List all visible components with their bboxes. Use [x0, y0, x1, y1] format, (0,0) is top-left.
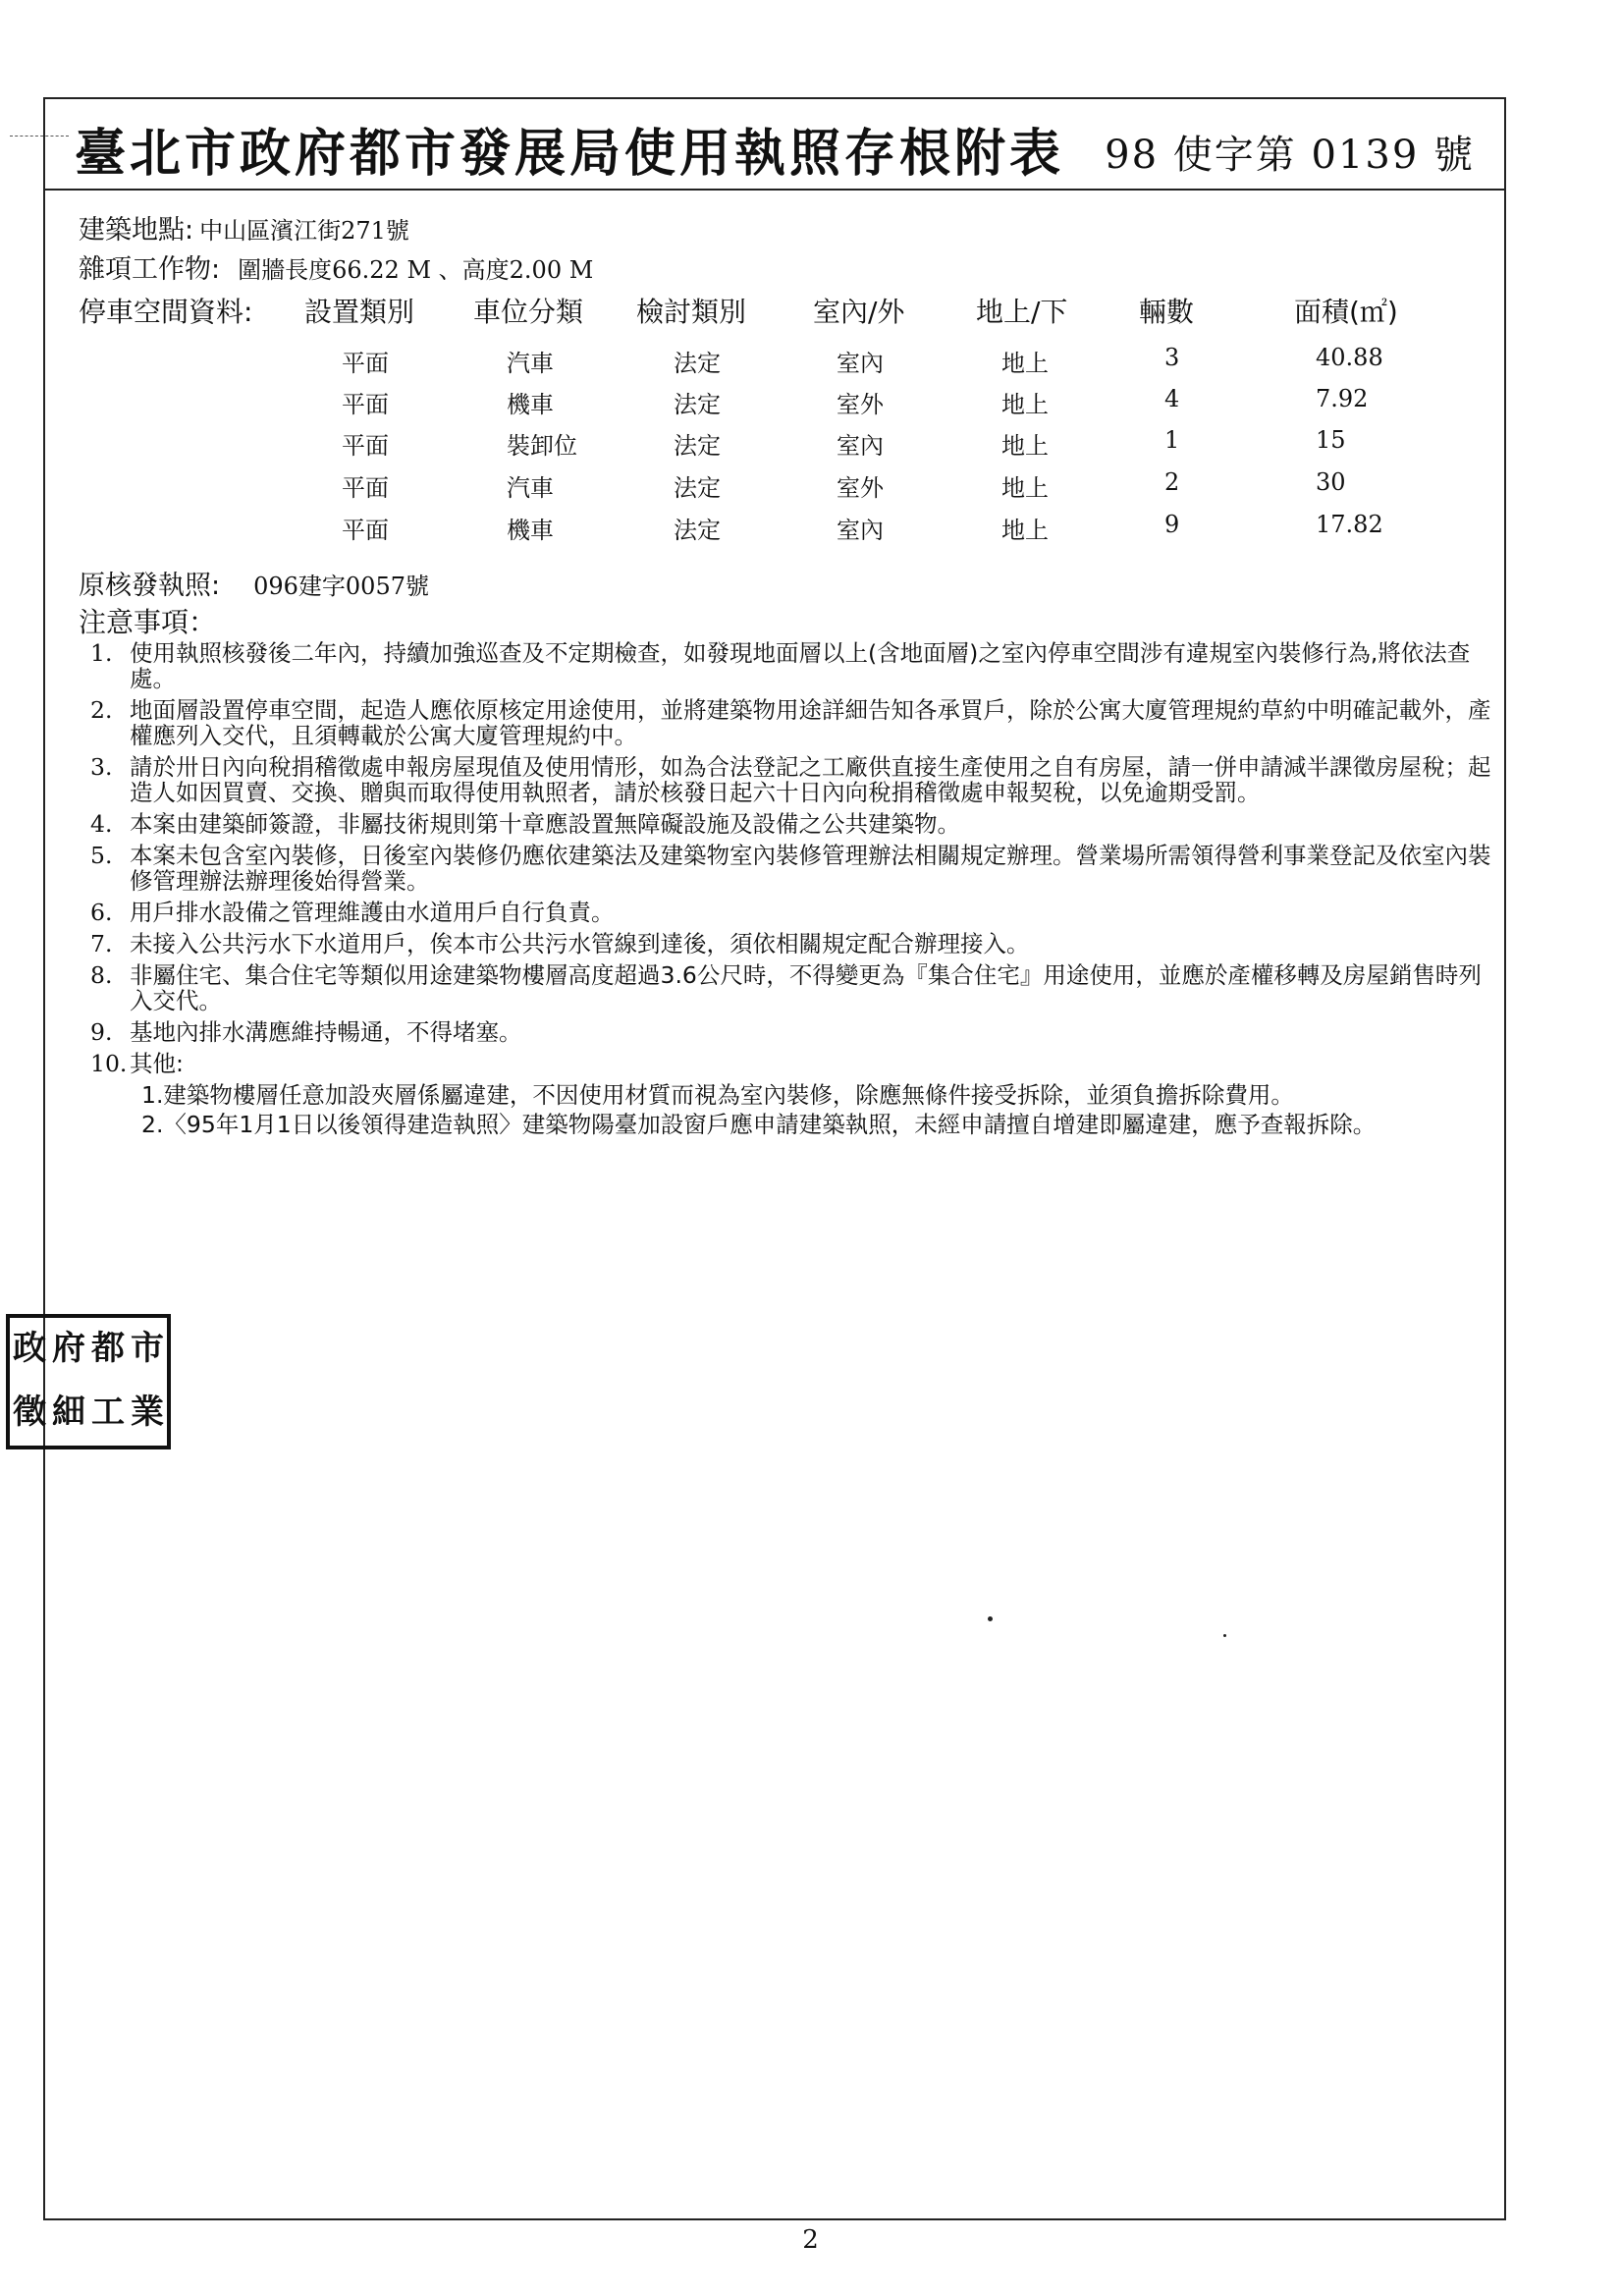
- seal-char: 工: [91, 1393, 125, 1432]
- parking-row: [0, 385, 1621, 424]
- parking-header-row: [0, 291, 1621, 330]
- parking-cell: 法定: [674, 391, 721, 418]
- parking-cell: 機車: [507, 391, 554, 418]
- parking-cell: 平面: [342, 350, 389, 377]
- address-value: 中山區濱江街271號: [199, 217, 409, 245]
- permit-number: 98 使字第 0139 號: [1105, 133, 1475, 178]
- list-item: [90, 640, 1504, 691]
- parking-col-header: 設置類別: [304, 296, 415, 328]
- parking-cell: 室內: [837, 517, 884, 544]
- parking-col-header: 室內/外: [813, 296, 905, 328]
- parking-cell: 法定: [674, 474, 721, 502]
- note-text: 使用執照核發後二年內，持續加強巡查及不定期檢查，如發現地面層以上(含地面層)之室內停車空間涉有違規室內裝修行為,將依法查處。: [130, 639, 1471, 692]
- misc-structure-label: 雜項工作物:: [79, 254, 221, 285]
- parking-cell: 17.82: [1316, 511, 1383, 538]
- seal-char: 細: [52, 1393, 85, 1432]
- sub-note: 2.〈95年1月1日以後領得建造執照〉建築物陽臺加設窗戶應申請建築執照，未經申請擅自增建即屬違建，應予查報拆除。: [141, 1111, 1377, 1138]
- note-number: 2.: [90, 696, 113, 724]
- note-text: 基地內排水溝應維持暢通，不得堵塞。: [130, 1018, 522, 1046]
- parking-cell: 平面: [342, 391, 389, 418]
- parking-label: 停車空間資料:: [79, 296, 253, 328]
- note-number: 7.: [90, 930, 113, 957]
- note-text: 本案由建築師簽證，非屬技術規則第十章應設置無障礙設施及設備之公共建築物。: [130, 810, 960, 838]
- notes-list: [90, 640, 1504, 1143]
- parking-cell: 9: [1164, 511, 1180, 538]
- note-text: 其他:: [130, 1050, 184, 1077]
- list-item: [90, 843, 1504, 894]
- seal-char: 市: [131, 1329, 164, 1368]
- parking-cell: 地上: [1001, 432, 1049, 460]
- parking-cell: 平面: [342, 517, 389, 544]
- document-title: 臺北市政府都市發展局使用執照存根附表: [75, 124, 1065, 184]
- misc-structure-field: [79, 247, 593, 286]
- parking-row: [0, 468, 1621, 508]
- list-item: [90, 754, 1504, 805]
- note-number: 10.: [90, 1050, 128, 1077]
- parking-cell: 7.92: [1316, 385, 1369, 412]
- original-permit-value: 096建字0057號: [253, 573, 429, 600]
- seal-char: 徵: [13, 1393, 46, 1432]
- note-text: 地面層設置停車空間，起造人應依原核定用途使用，並將建築物用途詳細告知各承買戶，除於公寓大廈管理規約草約中明確記載外，產權應列入交代，且須轉載於公寓大廈管理規約中。: [130, 696, 1491, 749]
- note-text: 請於卅日內向稅捐稽徵處申報房屋現值及使用情形，如為合法登記之工廠供直接生產使用之自有房屋，請一併申請減半課徵房屋稅；起造人如因買賣、交換、贈與而取得使用執照者，請於核發日起六十日內向稅捐稽徵處申報契稅，以免逾期受罰。: [130, 753, 1491, 806]
- note-number: 1.: [90, 639, 113, 667]
- seal-char: 業: [131, 1393, 164, 1432]
- parking-col-header: 地上/下: [976, 296, 1068, 328]
- parking-row: [0, 344, 1621, 383]
- parking-row: [0, 511, 1621, 550]
- note-text: 非屬住宅、集合住宅等類似用途建築物樓層高度超過3.6公尺時，不得變更為『集合住宅』用途使用，並應於產權移轉及房屋銷售時列入交代。: [130, 961, 1482, 1014]
- parking-col-header: 輛數: [1139, 296, 1195, 328]
- parking-cell: 法定: [674, 517, 721, 544]
- parking-col-header: 車位分類: [473, 296, 584, 328]
- sub-notes-list: [130, 1082, 1504, 1137]
- parking-col-header: 面積(㎡): [1294, 296, 1398, 328]
- parking-cell: 地上: [1001, 474, 1049, 502]
- parking-cell: 平面: [342, 474, 389, 502]
- parking-cell: 4: [1164, 385, 1180, 412]
- parking-col-header: 檢討類別: [636, 296, 747, 328]
- page-number: 2: [802, 2225, 819, 2255]
- scan-speck: [988, 1616, 993, 1621]
- note-text: 用戶排水設備之管理維護由水道用戶自行負責。: [130, 899, 615, 926]
- parking-cell: 1: [1164, 426, 1180, 454]
- note-number: 9.: [90, 1018, 113, 1046]
- seal-char: 府: [52, 1329, 85, 1368]
- list-item: [90, 962, 1504, 1013]
- original-permit-label: 原核發執照:: [79, 571, 221, 601]
- official-seal: [6, 1314, 171, 1449]
- note-number: 5.: [90, 842, 113, 869]
- parking-cell: 地上: [1001, 517, 1049, 544]
- parking-cell: 平面: [342, 432, 389, 460]
- parking-row: [0, 426, 1621, 465]
- list-item: [90, 1019, 1504, 1045]
- parking-cell: 地上: [1001, 391, 1049, 418]
- parking-cell: 3: [1164, 344, 1180, 371]
- misc-structure-value: 圍牆長度66.22 M 、高度2.00 M: [238, 256, 594, 284]
- note-number: 6.: [90, 899, 113, 926]
- notes-title: 注意事項：: [79, 606, 217, 638]
- seal-char: 政: [13, 1329, 46, 1368]
- list-item: [90, 1051, 1504, 1137]
- parking-cell: 法定: [674, 432, 721, 460]
- parking-cell: 40.88: [1316, 344, 1383, 371]
- parking-cell: 30: [1316, 468, 1346, 496]
- parking-cell: 裝卸位: [507, 432, 577, 460]
- note-number: 8.: [90, 961, 113, 989]
- parking-cell: 地上: [1001, 350, 1049, 377]
- list-item: [90, 931, 1504, 957]
- parking-cell: 室內: [837, 350, 884, 377]
- note-number: 3.: [90, 753, 113, 781]
- parking-cell: 汽車: [507, 474, 554, 502]
- sub-note: 1.建築物樓層任意加設夾層係屬違建，不因使用材質而視為室內裝修，除應無條件接受拆除，並須負擔拆除費用。: [141, 1081, 1294, 1109]
- list-item: [90, 697, 1504, 748]
- address-field: [79, 208, 409, 246]
- scan-speck: [1223, 1634, 1226, 1637]
- note-number: 4.: [90, 810, 113, 838]
- list-item: [90, 811, 1504, 837]
- parking-cell: 室內: [837, 432, 884, 460]
- list-item: [90, 900, 1504, 925]
- parking-cell: 機車: [507, 517, 554, 544]
- parking-cell: 室外: [837, 474, 884, 502]
- seal-char: 都: [91, 1329, 125, 1368]
- address-label: 建築地點:: [79, 215, 194, 246]
- parking-cell: 室外: [837, 391, 884, 418]
- note-text: 本案未包含室內裝修，日後室內裝修仍應依建築法及建築物室內裝修管理辦法相關規定辦理。營業場所需領得營利事業登記及依室內裝修管理辦法辦理後始得營業。: [130, 842, 1491, 895]
- parking-cell: 法定: [674, 350, 721, 377]
- title-row: [45, 98, 1504, 191]
- parking-cell: 15: [1316, 426, 1346, 454]
- note-text: 未接入公共污水下水道用戶，俟本市公共污水管線到達後，須依相關規定配合辦理接入。: [130, 930, 1030, 957]
- parking-cell: 汽車: [507, 350, 554, 377]
- parking-cell: 2: [1164, 468, 1180, 496]
- original-permit-field: [79, 564, 429, 602]
